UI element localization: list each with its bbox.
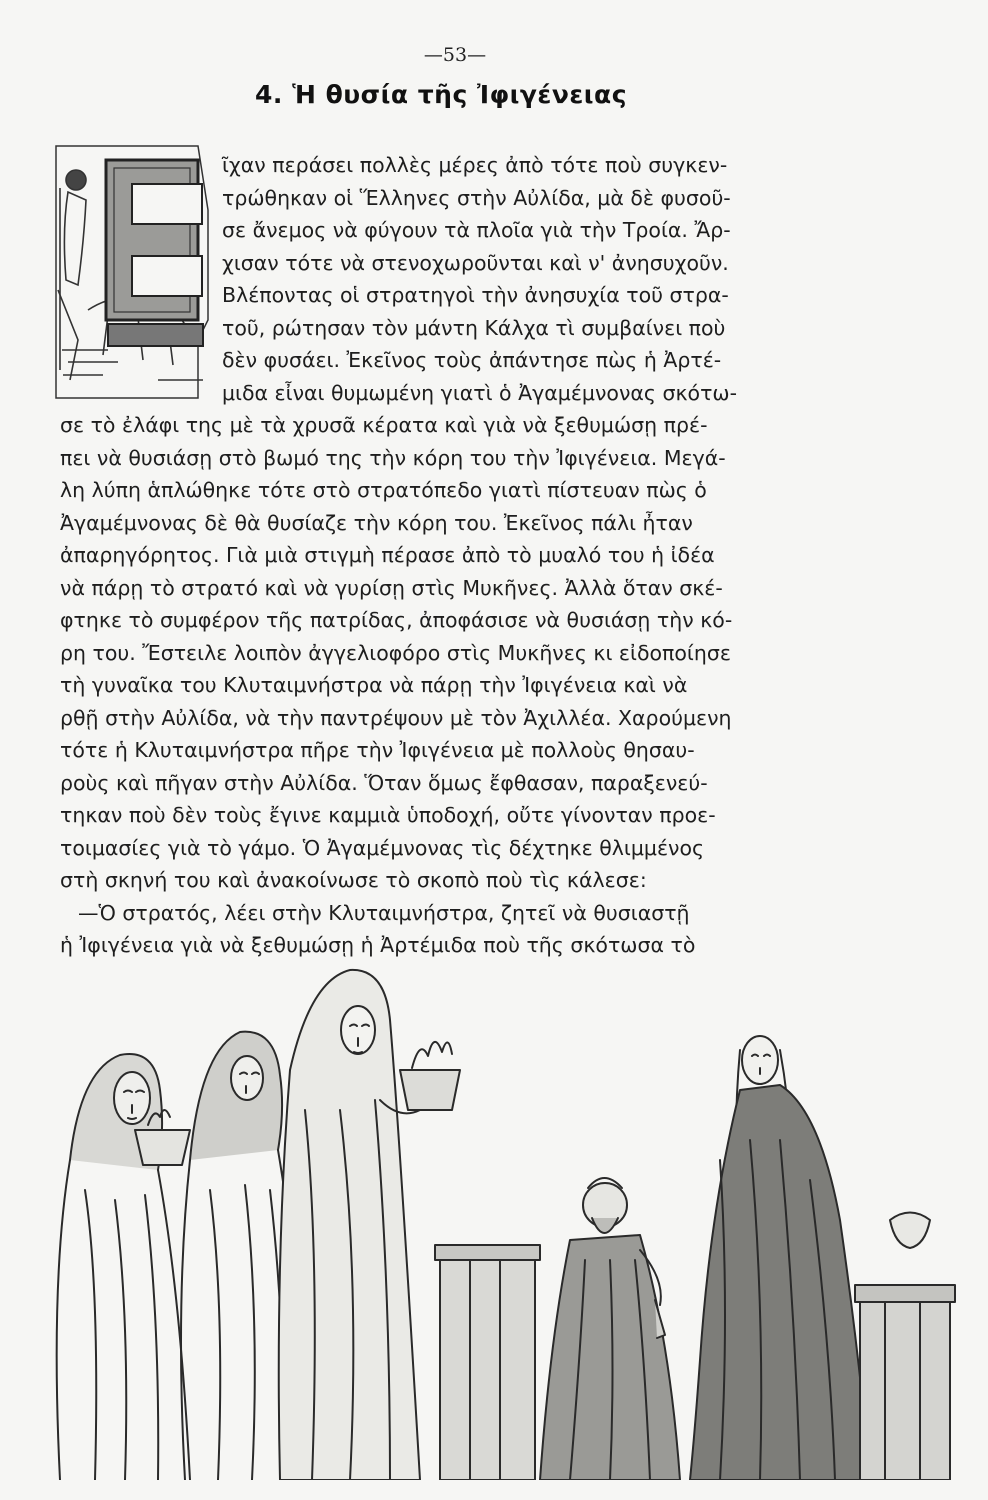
text-line: Βλέποντας οἱ στρατηγοὶ τὴν ἀνησυχία τοῦ στρα- bbox=[222, 283, 729, 307]
agamemnon-figure bbox=[540, 1178, 680, 1480]
text-line: δὲν φυσάει. Ἐκεῖνος τοὺς ἀπάντησε πὼς ἡ Ἀρτέ- bbox=[222, 348, 722, 372]
text-line: Ἀγαμέμνονας δὲ θὰ θυσίαζε τὴν κόρη του. Ἐκεῖνος πάλι ἦταν bbox=[60, 511, 693, 535]
text-line: τηκαν ποὺ δὲν τοὺς ἔγινε καμμιὰ ὑποδοχή, οὔτε γίνονταν προε- bbox=[60, 803, 716, 827]
text-line: χισαν τότε νὰ στενοχωροῦνται καὶ ν' ἀνησυχοῦν. bbox=[222, 251, 729, 275]
text-line: τρώθηκαν οἱ Ἕλληνες στὴν Αὐλίδα, μὰ δὲ φυσοῦ- bbox=[222, 186, 731, 210]
text-line: —Ὁ στρατός, λέει στὴν Κλυταιμνήστρα, ζητεῖ νὰ θυσιαστῇ bbox=[78, 901, 690, 925]
drop-cap-illumination bbox=[48, 140, 213, 402]
text-line: τοιμασίες γιὰ τὸ γάμο. Ὁ Ἀγαμέμνονας τὶς δέχτηκε θλιμμένος bbox=[60, 836, 705, 860]
chapter-title: 4. Ἡ θυσία τῆς Ἰφιγένειας bbox=[255, 80, 628, 109]
iphigenia-figure bbox=[690, 1036, 870, 1480]
veiled-woman-figure bbox=[57, 1054, 190, 1480]
text-line: τοῦ, ρώτησαν τὸν μάντη Κάλχα τὶ συμβαίνει ποὺ bbox=[222, 316, 726, 340]
text-line: φτηκε τὸ συμφέρον τῆς πατρίδας, ἀποφάσισε νὰ θυσιάσῃ τὴν κό- bbox=[60, 608, 733, 632]
text-line: ρη του. Ἔστειλε λοιπὸν ἀγγελιοφόρο στὶς Μυκῆνες κι εἰδοποίησε bbox=[60, 641, 731, 665]
text-line: στὴ σκηνή του καὶ ἀνακοίνωσε τὸ σκοπὸ ποὺ τὶς κάλεσε: bbox=[60, 868, 647, 892]
page-number: —53— bbox=[423, 44, 487, 66]
text-line: σε τὸ ἐλάφι της μὲ τὰ χρυσᾶ κέρατα καὶ γιὰ νὰ ξεθυμώσῃ πρέ- bbox=[60, 413, 708, 437]
white-robed-woman-figure bbox=[279, 970, 460, 1480]
text-line: πει νὰ θυσιάσῃ στὸ βωμό της τὴν κόρη του τὴν Ἰφιγένεια. Μεγά- bbox=[60, 446, 726, 470]
text-line: ροὺς καὶ πῆγαν στὴν Αὐλίδα. Ὅταν ὅμως ἔφθασαν, παραξενεύ- bbox=[60, 771, 708, 795]
text-line: τὴ γυναῖκα του Κλυταιμνήστρα νὰ πάρῃ τὴν Ἰφιγένεια καὶ νὰ bbox=[60, 673, 688, 697]
text-line: λη λύπη ἁπλώθηκε τότε στὸ στρατόπεδο γιατὶ πίστευαν πὼς ὁ bbox=[60, 478, 707, 502]
sacrifice-scene-illustration bbox=[40, 960, 960, 1480]
text-line: ρθῇ στὴν Αὐλίδα, νὰ τὴν παντρέψουν μὲ τὸν Ἀχιλλέα. Χαρούμενη bbox=[60, 706, 732, 730]
text-line: ἡ Ἰφιγένεια γιὰ νὰ ξεθυμώσῃ ἡ Ἀρτέμιδα ποὺ τῆς σκότωσα τὸ bbox=[60, 933, 696, 957]
text-line: νὰ πάρῃ τὸ στρατό καὶ νὰ γυρίσῃ στὶς Μυκῆνες. Ἀλλὰ ὅταν σκέ- bbox=[60, 576, 723, 600]
text-line: ἀπαρηγόρητος. Γιὰ μιὰ στιγμὴ πέρασε ἀπὸ τὸ μυαλό του ἡ ἰδέα bbox=[60, 543, 715, 567]
text-line: ῖχαν περάσει πολλὲς μέρες ἀπὸ τότε ποὺ συγκεν- bbox=[222, 153, 728, 177]
text-line: μιδα εἶναι θυμωμένη γιατὶ ὁ Ἀγαμέμνονας σκότω- bbox=[222, 381, 737, 405]
text-line: τότε ἡ Κλυταιμνήστρα πῆρε τὴν Ἰφιγένεια μὲ πολλοὺς θησαυ- bbox=[60, 738, 695, 762]
text-line: σε ἄνεμος νὰ φύγουν τὰ πλοῖα γιὰ τὴν Τροία. Ἄρ- bbox=[222, 218, 731, 242]
